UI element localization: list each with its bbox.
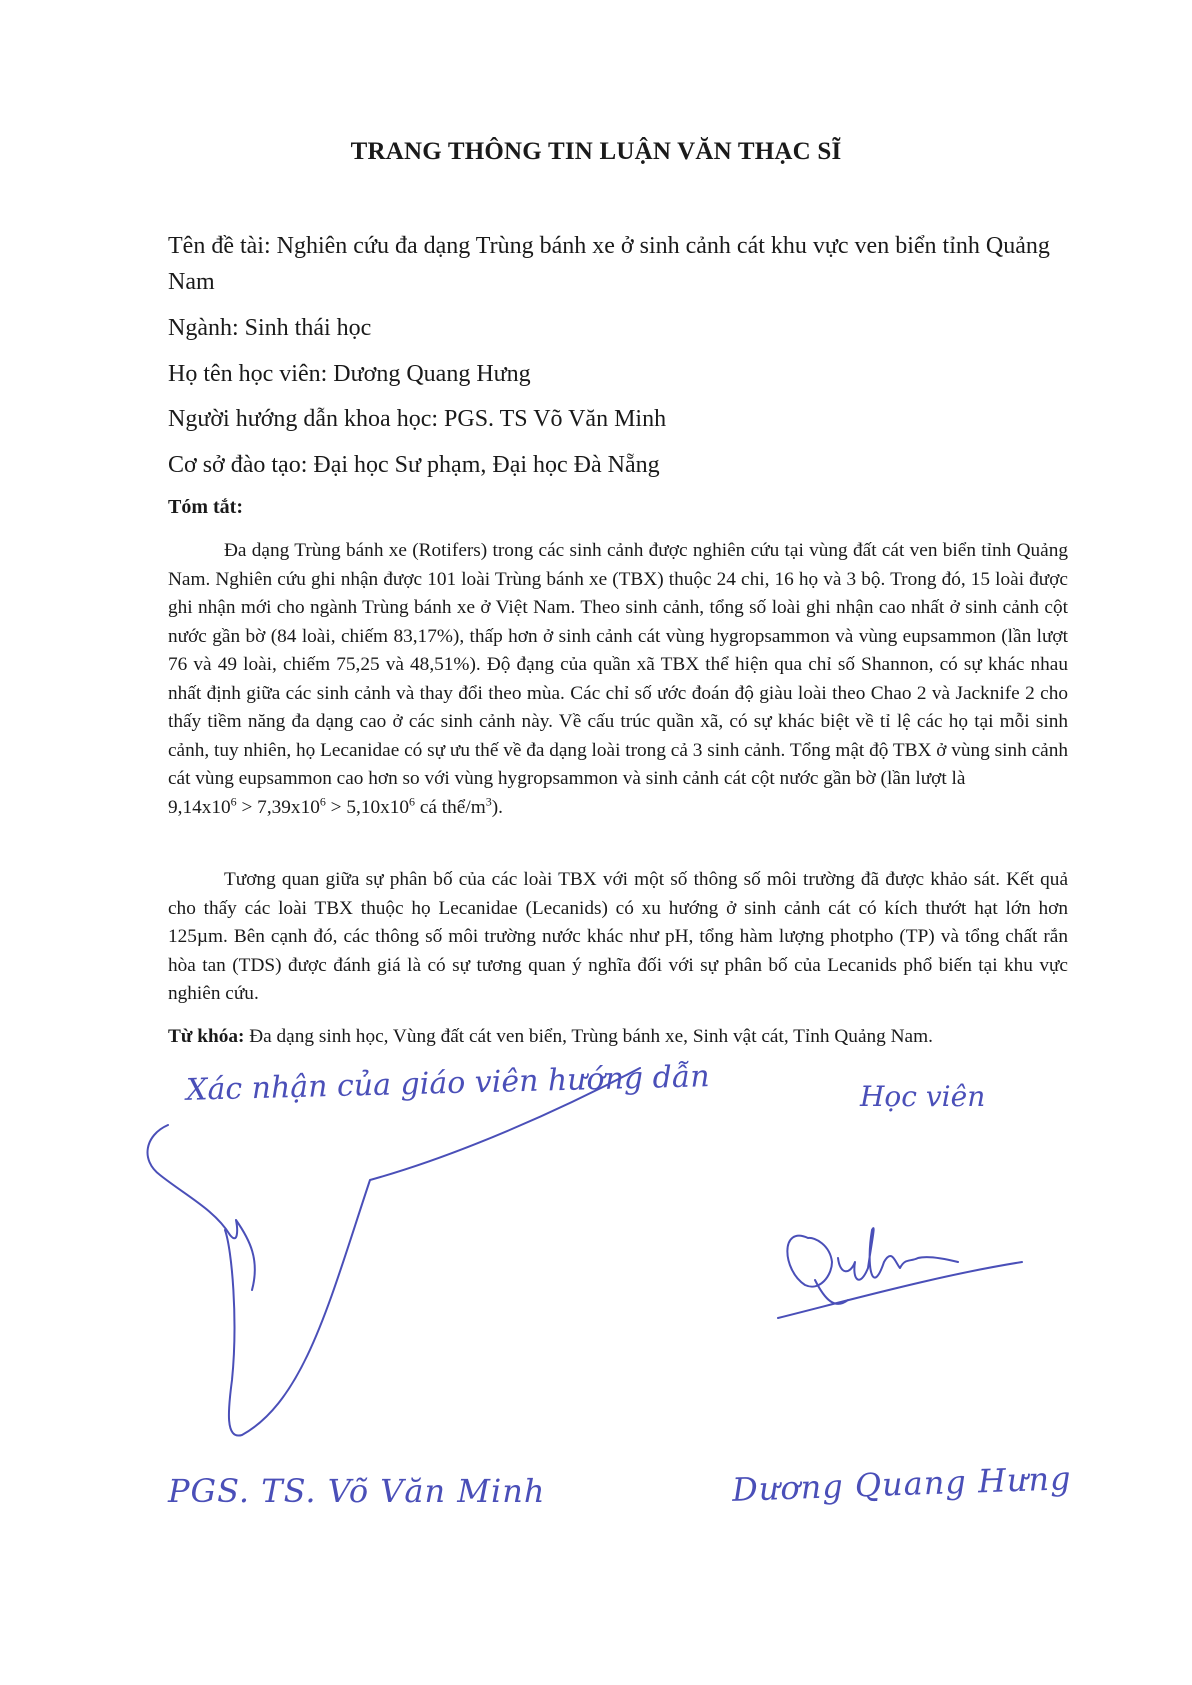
density-value-3: > 5,10x10 — [325, 796, 410, 818]
density-close: ). — [491, 796, 503, 818]
advisor-label: Người hướng dẫn khoa học: — [168, 406, 439, 432]
summary-heading: Tóm tắt: — [168, 496, 243, 518]
advisor-signature-stroke — [225, 1068, 640, 1436]
density-value-1: 9,14x10 — [168, 796, 231, 818]
institution-label: Cơ sở đào tạo: — [168, 452, 308, 478]
topic-value: Nghiên cứu đa dạng Trùng bánh xe ở sinh cảnh cát khu vực ven biển tỉnh Quảng Nam — [168, 233, 1050, 295]
student-printed-name: Dương Quang Hưng — [731, 1459, 1073, 1509]
advisor-printed-name: PGS. TS. Võ Văn Minh — [168, 1472, 546, 1510]
density-value-2: > 7,39x10 — [236, 796, 320, 818]
student-signature-body — [838, 1228, 958, 1280]
institution-value: Đại học Sư phạm, Đại học Đà Nẵng — [313, 452, 660, 478]
document-title: TRANG THÔNG TIN LUẬN VĂN THẠC SĨ — [350, 138, 842, 165]
paragraph-1-text: Đa dạng Trùng bánh xe (Rotifers) trong các sinh cảnh được nghiên cứu tại vùng đất cát ven biển tỉnh Quảng Nam. Nghiên cứu ghi nhận được 101 loài Trùng bánh xe (TBX) thuộc 24 chi, 16 họ và 3 bộ. Trong đó, 15 loài được ghi nhận mới cho ngành Trùng bánh xe ở Việt Nam. Theo sinh cảnh, tổng số loài ghi nhận cao nhất ở sinh cảnh cột nước gần bờ (84 loài, chiếm 83,17%), thấp hơn ở sinh cảnh cát vùng hygropsammon và vùng eupsammon (lần lượt 76 và 49 loài, chiếm 75,25 và 48,51%). Độ đạng của quần xã TBX thể hiện qua chỉ số Shannon, có sự khác nhau nhất định giữa các sinh cảnh và thay đổi theo mùa. Các chỉ số ước đoán độ giàu loài theo Chao 2 và Jacknife 2 cho thấy tiềm năng đa dạng cao ở các sinh cảnh này. Về cấu trúc quần xã, có sự khác biệt về tỉ lệ các họ tại mỗi sinh cảnh, tuy nhiên, họ Lecanidae có sự ưu thế về đa dạng loài trong cả 3 sinh cảnh. Tổng mật độ TBX ở vùng sinh cảnh cát vùng eupsammon cao hơn so với vùng hygropsammon và sinh cảnh cát cột nước gần bờ (lần lượt là — [168, 540, 1068, 789]
major-label: Ngành: — [168, 315, 239, 341]
density-exp-3: 6 — [409, 794, 416, 809]
student-label: Họ tên học viên: — [168, 361, 328, 387]
advisor-caption: Xác nhận của giáo viên hướng dẫn — [185, 1059, 710, 1108]
topic-label: Tên đề tài: — [168, 233, 271, 259]
density-unit-exp: 3 — [485, 794, 492, 809]
advisor-value: PGS. TS Võ Văn Minh — [444, 406, 667, 432]
student-signature-q — [787, 1236, 848, 1304]
student-value: Dương Quang Hưng — [333, 361, 531, 387]
summary-paragraph-2: Tương quan giữa sự phân bố của các loài TBX với một số thông số môi trường đã được khảo sát. Kết quả cho thấy các loài TBX thuộc họ Lecanidae (Lecanids) có xu hướng ở sinh cảnh cát có kích thướt hạt lớn hơn 125µm. Bên cạnh đó, các thông số môi trường nước khác như pH, tổng hàm lượng photpho (TP) và tổng chất rắn hòa tan (TDS) được đánh giá là có sự tương quan ý nghĩa đối với sự phân bố của Lecanids phổ biến tại khu vực nghiên cứu. — [168, 869, 1068, 1004]
major-value: Sinh thái học — [244, 315, 372, 341]
density-exp-1: 6 — [230, 794, 237, 809]
student-signature-underline — [778, 1262, 1022, 1318]
keywords-label: Từ khóa: — [168, 1026, 245, 1047]
density-unit: cá thể/m — [415, 796, 486, 818]
keywords-value: Đa dạng sinh học, Vùng đất cát ven biển, Trùng bánh xe, Sinh vật cát, Tỉnh Quảng Nam. — [249, 1026, 933, 1047]
density-exp-2: 6 — [319, 794, 326, 809]
student-caption: Học viên — [860, 1080, 986, 1113]
advisor-signature-loop — [148, 1125, 255, 1290]
